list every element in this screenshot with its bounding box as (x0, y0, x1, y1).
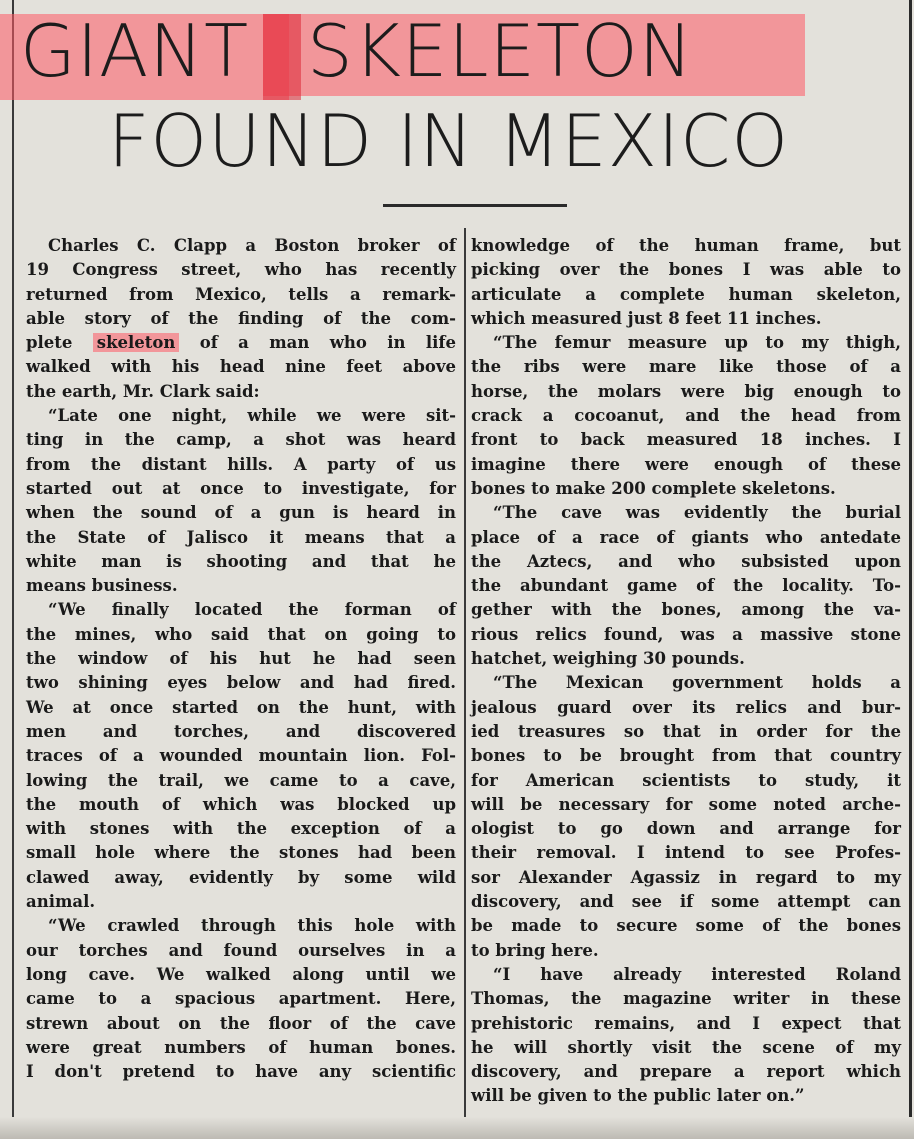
text-line: able story of the finding of the com- (26, 308, 456, 328)
article-column-left (26, 234, 456, 1084)
column-rule (464, 228, 466, 1118)
text-line: articulate a complete human skeleton, (471, 284, 901, 304)
text-line: 19 Congress street, who has recently (26, 260, 456, 280)
text-line: were great numbers of human bones. (26, 1037, 456, 1057)
text-line: knowledge of the human frame, but (471, 236, 901, 255)
text-line: which measured just 8 feet 11 inches. (471, 308, 822, 328)
text-line: the ribs were mare like those of a (471, 357, 901, 377)
text-line: We at once started on the hunt, with (26, 697, 456, 717)
text-line: will be necessary for some noted arche- (471, 794, 901, 814)
text-line: animal. (26, 892, 96, 912)
right-border-rule (909, 0, 912, 1139)
text-line: the Aztecs, and who subsisted upon (471, 551, 901, 571)
text-line: with stones with the exception of a (26, 819, 456, 839)
text-line: the mouth of which was blocked up (26, 794, 456, 814)
text-line: the State of Jalisco it means that a (26, 527, 456, 547)
text-line: imagine there were enough of these (471, 454, 901, 474)
text-line: “The femur measure up to my thigh, (493, 333, 901, 353)
text-line: Charles C. Clapp a Boston broker of (48, 236, 456, 255)
text-line: will be given to the public later on.” (471, 1086, 805, 1106)
text-line: gether with the bones, among the va- (471, 600, 901, 620)
article-column-right (471, 234, 901, 1109)
text-line: to bring here. (471, 940, 599, 960)
headline-line-2: FOUND IN MEXICO (108, 99, 790, 183)
text-line: Thomas, the magazine writer in these (471, 989, 901, 1009)
text-line: “We crawled through this hole with (48, 916, 456, 936)
text-line: ied treasures so that in order for the (471, 721, 901, 741)
text-line: for American scientists to study, it (471, 770, 901, 790)
text-line: the abundant game of the locality. To- (471, 576, 901, 596)
text-fragment: of a man who in life (179, 333, 457, 353)
text-line: discovery, and prepare a report which (471, 1062, 901, 1082)
text-line: bones to be brought from that country (471, 746, 901, 766)
text-line: ologist to go down and arrange for (471, 819, 901, 839)
text-line: crack a cocoanut, and the head from (471, 406, 901, 426)
text-line: the mines, who said that on going to (26, 624, 456, 644)
text-line: I don't pretend to have any scientific (26, 1062, 456, 1082)
text-line: long cave. We walked along until we (26, 964, 456, 984)
text-line: small hole where the stones had been (26, 843, 456, 863)
text-line: strewn about on the floor of the cave (26, 1013, 456, 1033)
text-line: returned from Mexico, tells a remark- (26, 284, 456, 304)
text-line: picking over the bones I was able to (471, 260, 901, 280)
headline-divider (383, 204, 567, 207)
text-line: place of a race of giants who antedate (471, 527, 901, 547)
text-line: two shining eyes below and had fired. (26, 673, 456, 693)
text-line: clawed away, evidently by some wild (26, 867, 456, 887)
text-line: our torches and found ourselves in a (26, 940, 456, 960)
text-line: prehistoric remains, and I expect that (471, 1013, 901, 1033)
text-line: hatchet, weighing 30 pounds. (471, 649, 745, 669)
text-line: men and torches, and discovered (26, 721, 456, 741)
text-line: “The Mexican government holds a (493, 673, 901, 693)
text-line: the earth, Mr. Clark said: (26, 381, 260, 401)
text-fragment: plete (26, 333, 93, 353)
text-line: jealous guard over its relics and bur- (471, 697, 901, 717)
text-line: sor Alexander Agassiz in regard to my (471, 867, 901, 887)
text-line: came to a spacious apartment. Here, (26, 989, 456, 1009)
text-line (26, 331, 456, 355)
text-line: ting in the camp, a shot was heard (26, 430, 456, 450)
text-line: “I have already interested Roland (493, 964, 901, 984)
text-line: walked with his head nine feet above (26, 357, 456, 377)
text-line: bones to make 200 complete skeletons. (471, 478, 836, 498)
text-line: started out at once to investigate, for (26, 478, 456, 498)
text-line: “We finally located the forman of (48, 600, 456, 620)
text-line: discovery, and see if some attempt can (471, 892, 901, 912)
text-line: traces of a wounded mountain lion. Fol- (26, 746, 456, 766)
highlighted-word: skeleton (93, 333, 180, 352)
text-line: he will shortly visit the scene of my (471, 1037, 901, 1057)
text-line: from the distant hills. A party of us (26, 454, 456, 474)
headline-line-1 (20, 10, 694, 92)
text-line: “The cave was evidently the burial (493, 503, 901, 523)
text-line: rious relics found, was a massive stone (471, 624, 901, 644)
text-line: horse, the molars were big enough to (471, 381, 901, 401)
text-line: lowing the trail, we came to a cave, (26, 770, 456, 790)
text-line: “Late one night, while we were sit- (48, 406, 456, 426)
headline-word-skeleton: SKELETON (307, 9, 694, 93)
text-line: the window of his hut he had seen (26, 649, 456, 669)
text-line: means business. (26, 576, 178, 596)
text-line: white man is shooting and that he (26, 551, 456, 571)
text-line: when the sound of a gun is heard in (26, 503, 456, 523)
text-line: front to back measured 18 inches. I (471, 430, 901, 450)
scan-edge (0, 1117, 914, 1139)
text-line: be made to secure some of the bones (471, 916, 901, 936)
left-border-rule (12, 0, 14, 1139)
headline-word-giant: GIANT (20, 9, 250, 93)
text-line: their removal. I intend to see Profes- (471, 843, 901, 863)
